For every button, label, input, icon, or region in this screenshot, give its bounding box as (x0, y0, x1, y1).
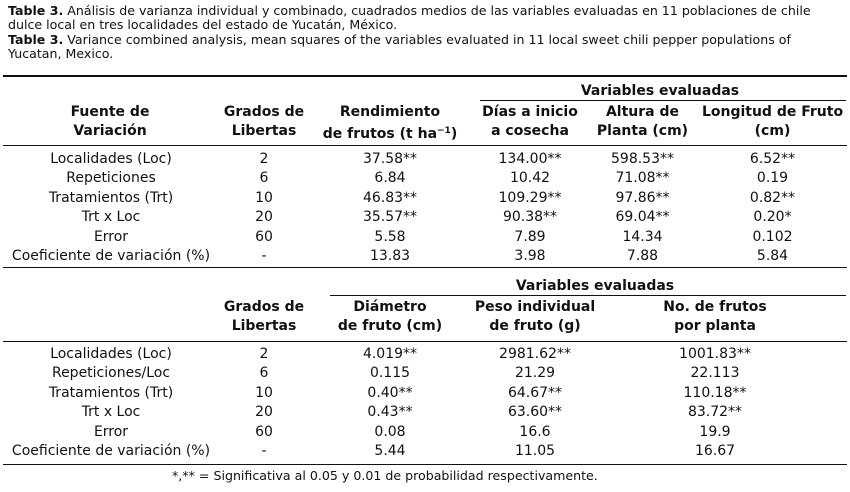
table1-cell-c1: 6.84 (374, 170, 406, 187)
table1-header-gl-line1: Grados de (223, 104, 305, 120)
table1-group-rule (480, 100, 846, 101)
table2-header-gl (218, 298, 310, 336)
table1-header-rend-text: de frutos (t ha (322, 126, 438, 142)
table1-cell-c4: 0.19 (756, 170, 789, 187)
table1-cell-c1: 46.83** (362, 189, 418, 206)
table1-header-fuente (50, 103, 170, 141)
table1-cell-fuente: Trt x Loc (81, 209, 141, 226)
table1-cell-c2: 134.00** (498, 151, 562, 167)
table1-cell-c4: 0.102 (752, 228, 793, 245)
table1-cell-gl: 6 (259, 170, 269, 187)
table2-cell-fuente: Trt x Loc (81, 404, 141, 421)
table1-cell-c3: 71.08** (615, 170, 670, 187)
table1-header-gl (218, 103, 310, 141)
table1-header-dias-line1: Días a inicio (482, 104, 578, 120)
table1-cell-fuente: Localidades (Loc) (50, 151, 172, 167)
table1-cell-c1: 35.57** (362, 209, 418, 226)
table2-cell-gl: 2 (259, 346, 269, 362)
table2-header-num-line2: por planta (674, 318, 756, 334)
caption-english (8, 33, 844, 61)
table1-cell-c2: 10.42 (509, 170, 551, 187)
table1-cell-c4: 0.20* (753, 209, 792, 226)
caption-spanish-label: Table 3. (8, 3, 64, 18)
table1-header-rule (3, 145, 847, 146)
table1-cell-gl: 10 (255, 189, 273, 206)
table2-cell-c2: 21.29 (514, 365, 556, 382)
table1-cell-c4: 5.84 (756, 248, 789, 264)
table1-header-long-line1: Longitud de Fruto (701, 104, 844, 120)
table2-cell-c3: 22.113 (690, 365, 740, 382)
table1-cell-c3: 69.04** (615, 209, 670, 226)
table1-cell-c3: 14.34 (622, 228, 663, 245)
table2-cell-gl: 60 (255, 423, 273, 440)
table2-cell-fuente: Tratamientos (Trt) (48, 384, 174, 401)
table1-cell-fuente: Repeticiones (66, 170, 156, 187)
table2-header-diam-line2: de fruto (cm) (337, 318, 443, 334)
table2-cell-c1: 4.019** (362, 346, 418, 362)
table2-header-diametro (320, 298, 460, 336)
table2-header-diam-line1: Diámetro (353, 299, 427, 315)
table2-bottom-rule (3, 464, 847, 465)
caption-spanish (8, 4, 844, 32)
table2-cell-c1: 0.115 (369, 365, 411, 382)
table-footnote: *,** = Significativa al 0.05 y 0.01 de probabilidad respectivamente. (172, 468, 598, 483)
table1-cell-c4: 0.82** (749, 189, 796, 206)
table1-header-rend-sup: −1 (437, 126, 451, 136)
table2-cell-c2: 64.67** (507, 384, 563, 401)
table1-header-fuente-line1: Fuente de (70, 104, 150, 120)
table1-cell-c1: 13.83 (369, 248, 411, 264)
table1-cell-c3: 598.53** (611, 151, 674, 167)
table1-group-label: Variables evaluadas (580, 83, 740, 99)
table2-cell-c3: 19.9 (699, 423, 731, 440)
table1-header-gl-line2: Libertas (231, 123, 297, 139)
table1-cell-gl: 60 (255, 228, 273, 245)
table2-cell-fuente: Coeficiente de variación (%) (11, 443, 211, 459)
table2-cell-c3: 110.18** (683, 384, 747, 401)
table1-header-dias (475, 103, 585, 141)
table2-cell-c1: 5.44 (374, 443, 406, 459)
table1-header-alt-line1: Altura de (605, 104, 680, 120)
table1-cell-fuente: Error (93, 228, 129, 245)
table1-header-rend-close: ) (450, 126, 458, 142)
table1-cell-gl: - (261, 248, 267, 264)
table2-header-gl-line2: Libertas (231, 318, 297, 334)
table2-cell-c2: 11.05 (514, 443, 556, 459)
table2-header-gl-line1: Grados de (223, 299, 305, 315)
table2-header-peso-line2: de fruto (g) (489, 318, 581, 334)
table1-cell-c1: 37.58** (362, 151, 418, 167)
table1-cell-c2: 109.29** (498, 189, 562, 206)
table1-header-long-line2: (cm) (754, 123, 791, 139)
table2-cell-c3: 1001.83** (679, 346, 751, 362)
table2-header-num-line1: No. de frutos (663, 299, 767, 315)
table2-cell-fuente: Localidades (Loc) (50, 346, 172, 362)
table1-header-rendimiento (310, 103, 470, 144)
table1-cell-gl: 20 (255, 209, 273, 226)
table2-cell-gl: 20 (255, 404, 273, 421)
table1-cell-c2: 3.98 (514, 248, 546, 264)
table2-header-peso-line1: Peso individual (474, 299, 596, 315)
table1-cell-c2: 7.89 (514, 228, 546, 245)
table2-cell-fuente: Error (93, 423, 129, 440)
table2-cell-c2: 63.60** (507, 404, 563, 421)
table1-header-dias-line2: a cosecha (491, 123, 569, 139)
table2-cell-gl: 6 (259, 365, 269, 382)
table2-cell-c1: 0.40** (367, 384, 413, 401)
caption-spanish-text: Análisis de varianza individual y combinado, cuadrados medios de las variables evaluadas en 11 poblaciones de chile dulce local en tres localidades del estado de Yucatán, México. (8, 3, 811, 32)
table2-cell-c2: 16.6 (519, 423, 551, 440)
table1-cell-c3: 97.86** (615, 189, 670, 206)
table1-cell-c3: 7.88 (626, 248, 659, 264)
table1-cell-gl: 2 (259, 151, 269, 167)
table1-cell-c2: 90.38** (502, 209, 558, 226)
table2-cell-c3: 83.72** (687, 404, 743, 421)
table1-header-rend-line1: Rendimiento (339, 104, 441, 120)
caption-english-text: Variance combined analysis, mean squares of the variables evaluated in 11 local sweet chili pepper populations of Yucatan, Mexico. (8, 32, 791, 61)
table2-cell-c3: 16.67 (694, 443, 736, 459)
table1-header-longitud (700, 103, 845, 141)
table2-header-peso (460, 298, 610, 336)
table1-cell-c1: 5.58 (374, 228, 406, 245)
table2-group-rule (330, 295, 846, 296)
table1-header-rend-line2 (310, 122, 470, 144)
table1-top-rule (3, 75, 847, 77)
table1-header-alt-line2: Planta (cm) (596, 123, 689, 139)
table2-cell-gl: 10 (255, 384, 273, 401)
table1-cell-fuente: Coeficiente de variación (%) (11, 248, 211, 264)
table2-cell-gl: - (261, 443, 267, 459)
table2-cell-c2: 2981.62** (499, 346, 571, 362)
caption-english-label: Table 3. (8, 32, 64, 47)
table2-header-rule (3, 341, 847, 342)
table1-cell-fuente: Tratamientos (Trt) (48, 189, 174, 206)
table2-cell-c1: 0.08 (374, 423, 406, 440)
table2-group-label: Variables evaluadas (515, 278, 675, 294)
table2-cell-fuente: Repeticiones/Loc (51, 365, 171, 382)
table2-cell-c1: 0.43** (367, 404, 413, 421)
table1-bottom-rule (3, 267, 847, 268)
table2-header-num-frutos (640, 298, 790, 336)
table1-cell-c4: 6.52** (749, 151, 796, 167)
table1-header-fuente-line2: Variación (73, 123, 147, 139)
table1-header-altura (590, 103, 695, 141)
